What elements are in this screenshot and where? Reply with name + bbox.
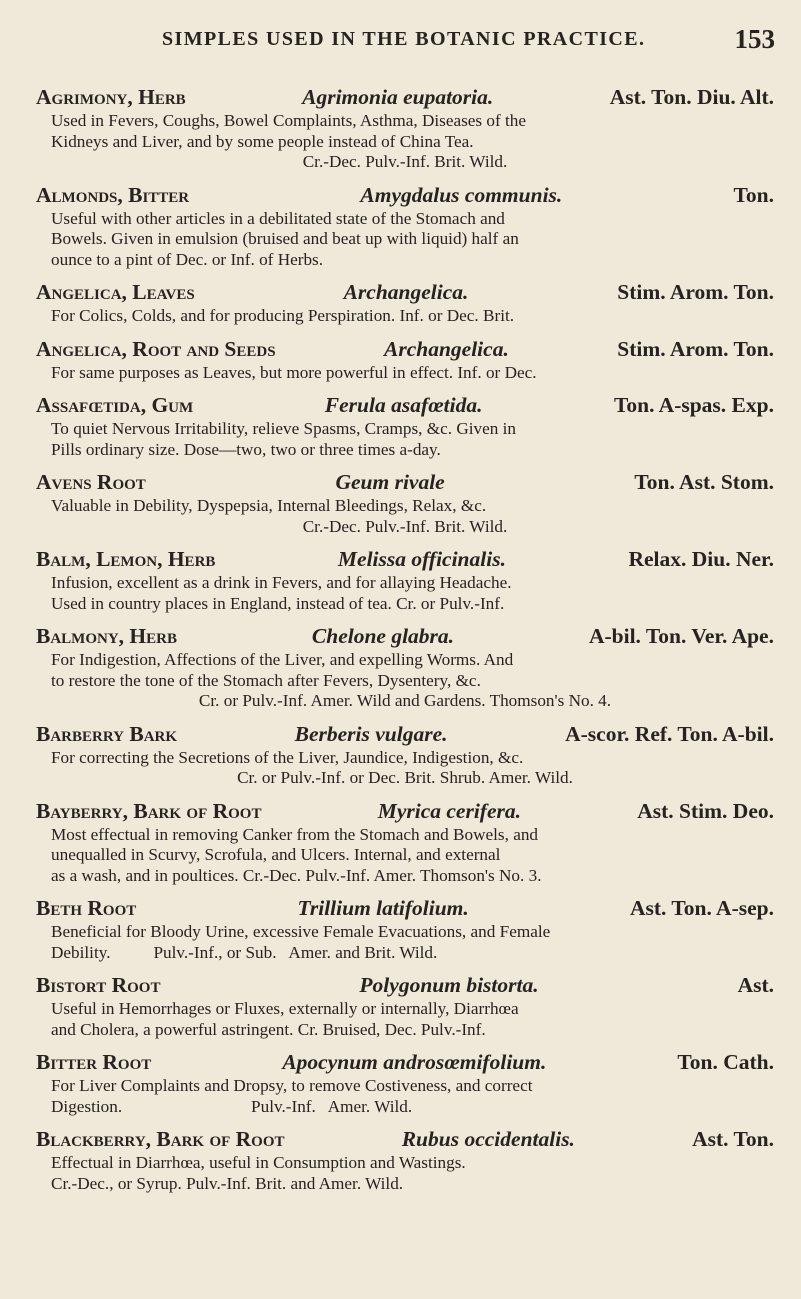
entry-latin-name: Polygonum bistorta. (359, 973, 539, 997)
entry-bistort-root (36, 972, 774, 1040)
entry-name: Bayberry, Bark of Root (36, 798, 262, 823)
entry-text-line: ounce to a pint of Dec. or Inf. of Herbs. (51, 249, 324, 269)
entry-assafoetida (36, 392, 774, 460)
entry-properties: Ton. A-spas. Exp. (614, 393, 774, 417)
entry-source-line: Cr. or Pulv.-Inf. or Dec. Brit. Shrub. Amer. Wild. (237, 768, 573, 787)
entry-headline (36, 1049, 774, 1076)
entry-text-line: Used in Fevers, Coughs, Bowel Complaints, Asthma, Diseases of the (51, 111, 527, 130)
entry-latin-name: Archangelica. (343, 280, 469, 304)
entry-balm-lemon (36, 546, 774, 614)
entry-latin-name: Agrimonia eupatoria. (302, 85, 494, 109)
entry-text-line: For correcting the Secretions of the Liver, Jaundice, Indigestion, &c. (51, 747, 524, 767)
entry-headline (36, 469, 774, 496)
entry-headline (36, 623, 774, 650)
entry-text-line: For Liver Complaints and Dropsy, to remove Costiveness, and correct (51, 1076, 533, 1095)
entry-latin-name: Trillium latifolium. (297, 896, 469, 920)
entry-bitter-root (36, 1049, 774, 1117)
entry-source-line: Cr. or Pulv.-Inf. Amer. Wild and Gardens. Thomson's No. 4. (198, 691, 612, 710)
entry-text-line: Most effectual in removing Canker from the Stomach and Bowels, and (51, 824, 539, 844)
running-title: SIMPLES USED IN THE BOTANIC PRACTICE. (162, 28, 646, 50)
entry-blackberry (36, 1126, 774, 1194)
entry-headline (36, 84, 774, 111)
entry-text-line: to restore the tone of the Stomach after Fevers, Dysentery, &c. (51, 670, 481, 690)
entry-name: Balmony, Herb (36, 624, 177, 648)
entry-text-line: Bowels. Given in emulsion (bruised and beat up with liquid) half an (51, 229, 519, 248)
entry-text-line: and Cholera, a powerful astringent. Cr. Bruised, Dec. Pulv.-Inf. (51, 1019, 486, 1039)
page-number: 153 (734, 24, 775, 54)
entry-headline (36, 392, 774, 419)
entry-latin-name: Amygdalus communis. (360, 182, 563, 207)
entry-latin-name: Geum rivale (335, 470, 445, 494)
entry-text-line: For same purposes as Leaves, but more powerful in effect. Inf. or Dec. (51, 362, 537, 382)
entry-properties: Ton. Cath. (677, 1050, 774, 1074)
entry-angelica-root (36, 336, 774, 384)
entry-latin-name: Melissa officinalis. (337, 547, 506, 571)
entry-properties: Ton. (733, 182, 774, 207)
entry-headline (36, 972, 774, 999)
entry-properties: A-bil. Ton. Ver. Ape. (588, 624, 774, 648)
entry-text-line: Cr.-Dec., or Syrup. Pulv.-Inf. Brit. and Amer. Wild. (51, 1173, 404, 1193)
entry-latin-name: Chelone glabra. (311, 624, 455, 648)
entry-latin-name: Archangelica. (384, 336, 509, 361)
entry-beth-root (36, 895, 774, 963)
entry-properties: Stim. Arom. Ton. (617, 280, 774, 304)
entry-latin-name: Myrica cerifera. (377, 798, 522, 823)
entry-almonds (36, 182, 774, 271)
entry-text-line: Pills ordinary size. Dose—two, two or three times a-day. (51, 439, 441, 459)
entry-avens-root (36, 469, 774, 537)
entry-headline (36, 895, 774, 922)
entry-text-line: To quiet Nervous Irritability, relieve Spasms, Cramps, &c. Given in (51, 419, 516, 438)
entries-list (36, 84, 774, 1203)
entry-name: Almonds, Bitter (36, 182, 190, 207)
entry-name: Bistort Root (36, 973, 161, 997)
entry-latin-name: Rubus occidentalis. (401, 1127, 575, 1151)
entry-source-line: Cr.-Dec. Pulv.-Inf. Brit. Wild. (302, 516, 508, 536)
entry-text-line: Used in country places in England, instead of tea. Cr. or Pulv.-Inf. (51, 593, 505, 613)
entry-properties: Ast. Stim. Deo. (637, 798, 774, 823)
entry-headline (36, 182, 774, 209)
entry-agrimony (36, 84, 774, 173)
entry-name: Beth Root (36, 896, 137, 920)
entry-properties: Relax. Diu. Ner. (628, 547, 774, 571)
entry-properties: Stim. Arom. Ton. (617, 336, 774, 361)
entry-text-line: For Indigestion, Affections of the Liver, and expelling Worms. And (51, 650, 514, 669)
entry-name: Barberry Bark (36, 721, 178, 746)
entry-text-line: unequalled in Scurvy, Scrofula, and Ulcers. Internal, and external (51, 845, 501, 864)
entry-headline (36, 279, 774, 306)
running-head (0, 24, 801, 64)
entry-text-line: For Colics, Colds, and for producing Perspiration. Inf. or Dec. Brit. (51, 306, 515, 325)
entry-text-line: Infusion, excellent as a drink in Fevers, and for allaying Headache. (51, 573, 512, 592)
entry-headline (36, 336, 774, 363)
entry-properties: A-scor. Ref. Ton. A-bil. (565, 721, 774, 746)
entry-text-line: Digestion. Pulv.-Inf. Amer. Wild. (51, 1096, 413, 1116)
entry-properties: Ast. Ton. A-sep. (630, 896, 774, 920)
entry-headline (36, 546, 774, 573)
entry-barberry-bark (36, 721, 774, 789)
entry-headline (36, 1126, 774, 1153)
entry-properties: Ton. Ast. Stom. (634, 470, 774, 494)
entry-text-line: Debility. Pulv.-Inf., or Sub. Amer. and Brit. Wild. (51, 942, 438, 962)
entry-name: Balm, Lemon, Herb (36, 547, 216, 571)
entry-text-line: Valuable in Debility, Dyspepsia, Internal Bleedings, Relax, &c. (51, 496, 487, 515)
entry-bayberry (36, 798, 774, 887)
entry-name: Assafœtida, Gum (36, 393, 194, 417)
entry-properties: Ast. (737, 973, 774, 997)
entry-headline (36, 798, 774, 825)
entry-headline (36, 721, 774, 748)
entry-latin-name: Berberis vulgare. (294, 721, 448, 746)
entry-balmony (36, 623, 774, 712)
entry-name: Angelica, Root and Seeds (36, 336, 276, 361)
entry-angelica-leaves (36, 279, 774, 327)
entry-text-line: Effectual in Diarrhœa, useful in Consumption and Wastings. (51, 1153, 466, 1172)
entry-source-line: Cr.-Dec. Pulv.-Inf. Brit. Wild. (302, 152, 508, 171)
entry-name: Blackberry, Bark of Root (36, 1127, 285, 1151)
entry-name: Agrimony, Herb (36, 85, 186, 109)
entry-text-line: Kidneys and Liver, and by some people instead of China Tea. (51, 131, 474, 151)
entry-latin-name: Apocynum androsœmifolium. (282, 1050, 547, 1074)
entry-text-line: as a wash, and in poultices. Cr.-Dec. Pulv.-Inf. Amer. Thomson's No. 3. (51, 865, 542, 885)
entry-latin-name: Ferula asafœtida. (324, 393, 483, 417)
entry-properties: Ast. Ton. (692, 1127, 774, 1151)
entry-text-line: Beneficial for Bloody Urine, excessive Female Evacuations, and Female (51, 922, 551, 941)
entry-properties: Ast. Ton. Diu. Alt. (609, 85, 774, 109)
entry-text-line: Useful in Hemorrhages or Fluxes, externally or internally, Diarrhœa (51, 999, 519, 1018)
entry-name: Avens Root (36, 470, 146, 494)
entry-text-line: Useful with other articles in a debilitated state of the Stomach and (51, 208, 505, 228)
entry-name: Angelica, Leaves (36, 280, 195, 304)
entry-name: Bitter Root (36, 1050, 152, 1074)
